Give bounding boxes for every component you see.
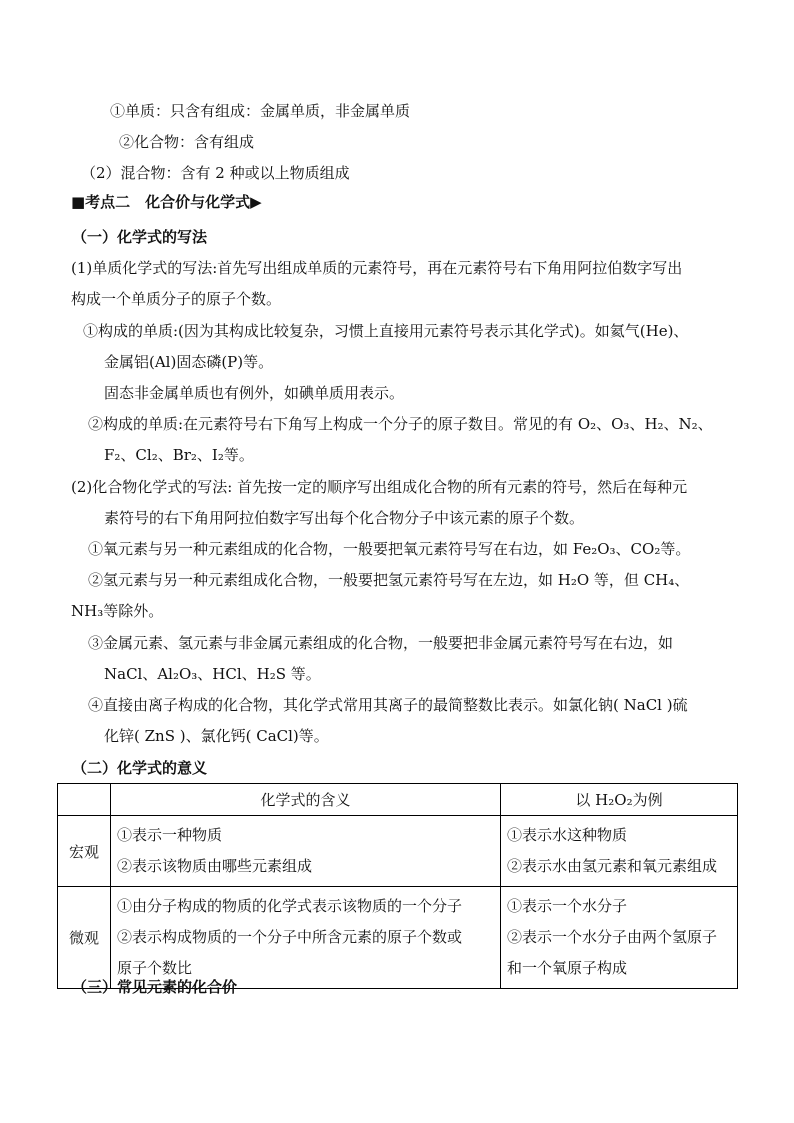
micro-example-2: ②表示一个水分子由两个氢原子 — [507, 928, 718, 946]
subheading-valence: （三）常见元素的化合价 — [72, 978, 238, 996]
micro-example-1: ①表示一个水分子 — [507, 897, 628, 915]
subheading-meaning: （二）化学式的意义 — [72, 759, 208, 777]
line-20: ④直接由离子构成的化合物，其化学式常用其离子的最简整数比表示。如氯化钠( NaCl )硫 — [88, 696, 688, 714]
line-15: ①氧元素与另一种元素组成的化合物，一般要把氧元素符号写在右边，如 Fe₂O₃、CO₂等。 — [88, 540, 691, 558]
macro-meaning-2: ②表示该物质由哪些元素组成 — [117, 857, 313, 875]
line-19: NaCl、Al₂O₃、HCl、H₂S 等。 — [104, 665, 321, 683]
line-1: ①单质：只含有组成：金属单质，非金属单质 — [110, 102, 411, 120]
header-empty-cell — [58, 784, 111, 816]
line-16: ②氢元素与另一种元素组成化合物，一般要把氢元素符号写在左边，如 H₂O 等，但 CH₄、 — [88, 571, 690, 589]
line-2: ②化合物：含有组成 — [119, 133, 255, 151]
row-label-macro: 宏观 — [58, 816, 111, 887]
micro-meaning-1: ①由分子构成的物质的化学式表示该物质的一个分子 — [117, 897, 463, 915]
line-13: (2)化合物化学式的写法: 首先按一定的顺序写出组成化合物的所有元素的符号，然后在每种元 — [71, 478, 688, 496]
line-21: 化锌( ZnS )、氯化钙( CaCl)等。 — [104, 727, 329, 745]
line-18: ③金属元素、氢元素与非金属元素组成的化合物，一般要把非金属元素符号写在右边，如 — [88, 634, 674, 652]
line-11: ②构成的单质:在元素符号右下角写上构成一个分子的原子数目。常见的有 O₂、O₃、H₂、N₂、 — [88, 415, 713, 433]
macro-example-cell — [501, 816, 738, 887]
macro-example-1: ①表示水这种物质 — [507, 826, 628, 844]
micro-meaning-2: ②表示构成物质的一个分子中所含元素的原子个数或 — [117, 928, 463, 946]
micro-meaning-3: 原子个数比 — [117, 959, 193, 977]
line-14: 素符号的右下角用阿拉伯数字写出每个化合物分子中该元素的原子个数。 — [104, 509, 585, 527]
section-heading-kaodian2: ■考点二 化合价与化学式▶ — [71, 193, 262, 211]
macro-meaning-1: ①表示一种物质 — [117, 826, 223, 844]
micro-example-3: 和一个氧原子构成 — [507, 959, 628, 977]
micro-meaning-cell — [111, 887, 501, 989]
line-12: F₂、Cl₂、Br₂、I₂等。 — [104, 446, 254, 464]
line-3: （2）混合物：含有 2 种或以上物质组成 — [81, 164, 350, 182]
row-label-micro: 微观 — [58, 887, 111, 989]
macro-meaning-cell — [111, 816, 501, 887]
line-9: 金属铝(Al)固态磷(P)等。 — [104, 353, 274, 371]
line-8: ①构成的单质:(因为其构成比较复杂，习惯上直接用元素符号表示其化学式)。如氦气(He)、 — [83, 322, 689, 340]
line-7: 构成一个单质分子的原子个数。 — [71, 290, 282, 308]
meaning-table — [57, 783, 738, 989]
macro-example-2: ②表示水由氢元素和氧元素组成 — [507, 857, 718, 875]
header-example-cell: 以 H₂O₂为例 — [501, 784, 738, 816]
line-6: (1)单质化学式的写法:首先写出组成单质的元素符号，再在元素符号右下角用阿拉伯数字写出 — [71, 259, 683, 277]
line-17: NH₃等除外。 — [71, 602, 164, 620]
micro-example-cell — [501, 887, 738, 989]
table-header-row — [58, 784, 738, 816]
table-row-macro — [58, 816, 738, 887]
line-10: 固态非金属单质也有例外，如碘单质用表示。 — [104, 384, 405, 402]
header-meaning-cell: 化学式的含义 — [111, 784, 501, 816]
table-row-micro — [58, 887, 738, 989]
subheading-writing: （一）化学式的写法 — [72, 228, 208, 246]
